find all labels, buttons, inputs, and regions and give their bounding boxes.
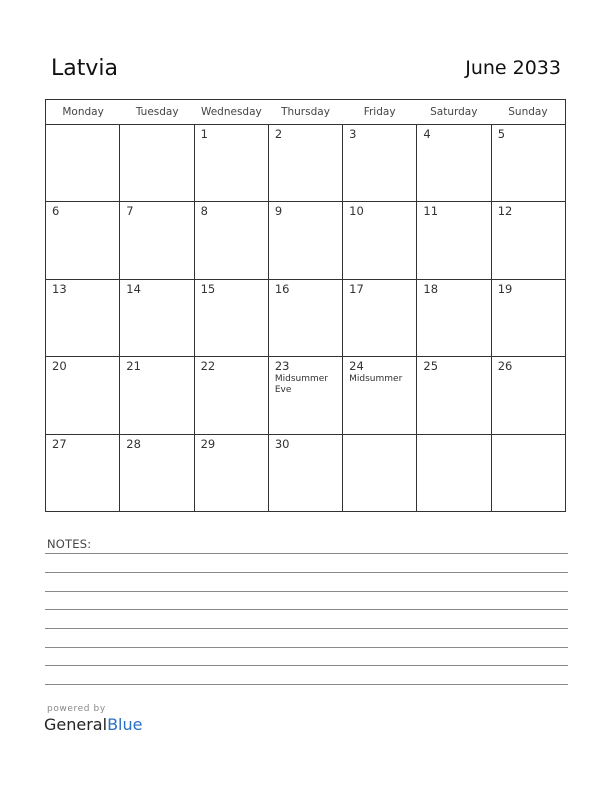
day-cell: [343, 357, 417, 433]
weekday-tuesday: Tuesday: [135, 106, 179, 118]
day-cell: [343, 280, 417, 356]
day-number: 24: [349, 359, 364, 374]
week-row: [46, 202, 565, 279]
day-number: 23: [274, 359, 290, 374]
day-cell: [46, 357, 120, 433]
day-number: 5: [497, 127, 506, 141]
note-line: [45, 591, 568, 592]
day-number: 1: [200, 127, 208, 141]
week-row: [46, 435, 565, 511]
day-number: 16: [274, 281, 290, 296]
day-cell: [269, 125, 343, 201]
day-cell: [417, 125, 491, 201]
note-line: [45, 553, 568, 554]
day-cell: [343, 202, 417, 278]
day-number: 25: [423, 359, 439, 374]
day-number: [423, 438, 490, 451]
day-cell: [120, 280, 194, 356]
day-number: 22: [200, 359, 216, 374]
day-number: 30: [274, 436, 290, 451]
day-number: [498, 438, 565, 451]
powered-by-text: powered by: [47, 704, 106, 714]
day-cell: [195, 357, 269, 433]
weekday-header-row: [46, 100, 565, 125]
day-cell: [120, 357, 194, 433]
day-number: 19: [497, 281, 513, 296]
day-cell: [46, 435, 120, 511]
weekday-thursday: Thursday: [281, 106, 330, 118]
weeks-container: [46, 125, 565, 511]
day-number: 9: [274, 204, 283, 219]
note-line: [45, 572, 568, 573]
note-line: [45, 684, 568, 685]
weekday-friday: Friday: [363, 106, 396, 118]
day-cell: [120, 435, 194, 511]
day-cell: [269, 280, 343, 356]
week-row: [46, 280, 565, 357]
country-title: Latvia: [51, 56, 118, 81]
day-number: 26: [497, 359, 513, 374]
week-row: [46, 125, 565, 202]
day-cell: [269, 202, 343, 278]
day-number: 15: [200, 281, 216, 296]
day-number: 21: [126, 359, 141, 374]
day-number: 4: [423, 127, 431, 141]
day-cell: [492, 125, 565, 201]
day-number: 13: [52, 281, 67, 296]
weekday-monday: Monday: [62, 106, 104, 118]
brand-blue-text: Blue: [107, 715, 143, 734]
day-cell: [417, 357, 491, 433]
day-cell: [343, 435, 417, 511]
weekday-saturday: Saturday: [430, 106, 478, 118]
month-year-title: June 2033: [465, 57, 561, 79]
week-row: [46, 357, 565, 434]
day-cell: [492, 202, 565, 278]
day-cell: [492, 435, 565, 511]
day-cell: [269, 357, 343, 433]
note-line: [45, 647, 568, 648]
day-number: 2: [274, 127, 283, 141]
day-cell: [120, 125, 194, 201]
day-cell: [417, 280, 491, 356]
day-cell: [492, 357, 565, 433]
note-line: [45, 609, 568, 610]
day-number: [126, 128, 193, 141]
day-cell: [492, 280, 565, 356]
day-number: 12: [497, 204, 513, 219]
day-cell: [46, 125, 120, 201]
day-number: 28: [126, 436, 141, 451]
day-cell: [417, 202, 491, 278]
day-number: [349, 438, 416, 451]
day-cell: [46, 280, 120, 356]
brand-footer: [44, 704, 142, 734]
holiday-label: Midsummer: [349, 374, 403, 385]
day-cell: [343, 125, 417, 201]
day-number: 7: [126, 204, 134, 219]
day-number: 11: [423, 204, 439, 219]
note-line: [45, 665, 568, 666]
day-cell: [195, 435, 269, 511]
day-number: 29: [200, 436, 216, 451]
day-cell: [120, 202, 194, 278]
day-number: 14: [126, 281, 141, 296]
day-cell: [195, 280, 269, 356]
day-cell: [195, 125, 269, 201]
day-number: 17: [349, 281, 364, 296]
day-number: 20: [52, 359, 67, 374]
note-line: [45, 628, 568, 629]
brand-logo: [44, 715, 142, 734]
weekday-sunday: Sunday: [508, 106, 548, 118]
day-number: 10: [349, 204, 364, 219]
day-number: 8: [200, 204, 208, 219]
holiday-label: Midsummer Eve: [274, 374, 328, 396]
day-number: 27: [52, 436, 67, 451]
notes-label: NOTES:: [47, 537, 92, 551]
day-cell: [269, 435, 343, 511]
calendar-grid: [45, 99, 566, 512]
day-number: [52, 128, 119, 141]
day-cell: [195, 202, 269, 278]
brand-general-text: General: [44, 715, 108, 734]
day-number: 18: [423, 281, 439, 296]
day-number: 6: [52, 204, 60, 219]
day-number: 3: [349, 127, 357, 141]
day-cell: [46, 202, 120, 278]
day-cell: [417, 435, 491, 511]
weekday-wednesday: Wednesday: [200, 106, 262, 118]
